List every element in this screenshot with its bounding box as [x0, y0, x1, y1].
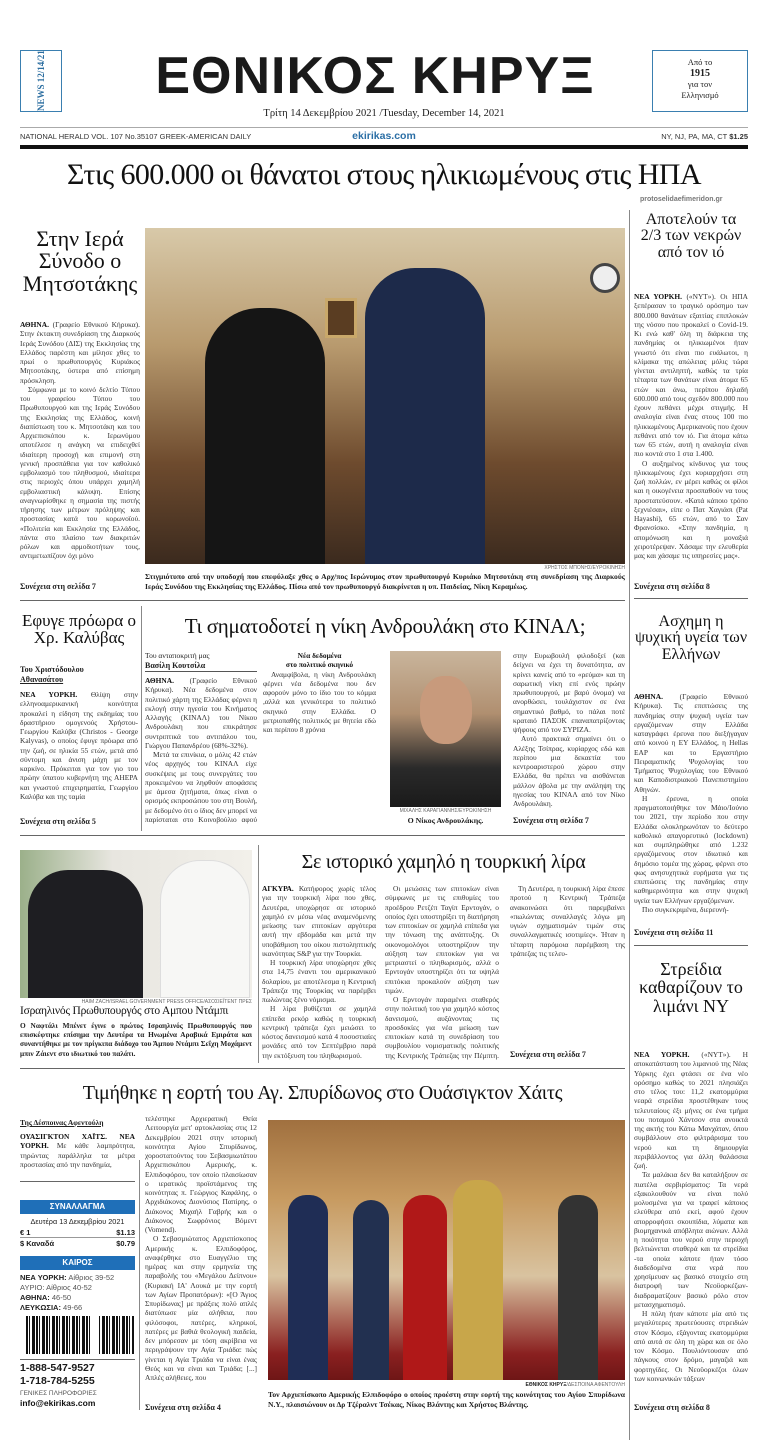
watermark: protoselidaefimeridon.gr — [640, 196, 723, 203]
exchange-row: € 1 $1.13 — [20, 1228, 135, 1237]
kinal-body-col2: Νέα δεδομένα στο πολιτικό σκηνικό Αναμφίβολα, η νίκη Ανδρουλάκη φέρνει νέα δεδομένα που δεν αφορούν μόνο το ίδιο του το κόμμα ,αλλά και γενικότερα το πολιτικό σκηνικό στην Ελλάδα. Ο μετριοπαθής πολιτικός με θητεία εδώ και περίπου 8 χρόνια — [263, 651, 376, 734]
divider — [20, 600, 625, 601]
israel-caption: Ο Ναφτάλι Μπένετ έγινε ο πρώτος Ισραηλινός Πρωθυπουργός που επισκέφτηκε επίσημα την Δευτέρα τα Ηνωμένα Αραβικά Εμιράτα και συναντήθηκε με τον πρίγκιπα διάδοχο του Άμπου Ντάμπι Σεΐχη Μοχάμεντ μπιν Ζάιεντ στο ιδιωτικό του παλάτι. — [20, 1021, 252, 1058]
kinal-body-col4: στην Ευρωβουλή φιλοδοξεί (και δείχνει να έχει τη δυνατότητα, αν κρίνει κανείς από το «ρεύμα» και τη σαρωτική νίκη επί ενός πρώην πρωθυπουργού, με βαρύ όνομα) να ανορθώσει, τουλάχιστον σε ένα σημαντικό βαθμό, το πάλαι ποτέ κραταιό ΠΑΣΟΚ επαναπατρίζοντας ψήφους από τον ΣΥΡΙΖΑ. Αυτό πρακτικά σημαίνει ότι ο Αλέξης Τσίπρας, κυρίαρχος εδώ και περίπου μια δεκαετία του κεντροαριστερού χώρου στην Ελλάδα, θα πρέπει να αισθάνεται μάλλον άβολα με την ανάληψη της ηγεσίας του ΚΙΝΑΛ από τον Νίκο Ανδρουλάκη. — [513, 651, 625, 808]
icon-painting — [325, 298, 357, 338]
androulakis-photo — [390, 651, 501, 807]
priest-figure — [403, 1195, 447, 1380]
newspaper-logo: ΕΘΝΙΚΟΣ ΚΗΡΥΞ — [155, 47, 595, 105]
mental-health-headline: Ασχημη η ψυχική υγεία των Ελλήνων — [634, 613, 748, 663]
contact-email[interactable]: info@ekirikas.com — [20, 1398, 96, 1408]
covid-continued-link[interactable]: Συνέχεια στη σελίδα 8 — [634, 582, 710, 591]
israel-photo-credit: HAIM ZACH/ISRAEL GOVERNMENT PRESS OFFICE/ΑΣΟΣΙΕΪΤΕΝΤ ΠΡΕΣ — [81, 999, 252, 1005]
main-headline: Στις 600.000 οι θάνατοι στους ηλικιωμένους στις ΗΠΑ — [67, 158, 701, 191]
androulakis-photo-credit: ΜΙΧΑΛΗΣ ΚΑΡΑΓΙΑΝΝΗΣ/ΕΥΡΩΚΙΝΗΣΗ — [399, 808, 492, 814]
weather-row: ΛΕΥΚΩΣΙΑ: 49-66 — [20, 1303, 83, 1312]
kalyvas-body: ΝΕΑ ΥΟΡΚΗ. Θλίψη στην ελληνοαμερικανική κοινότητα προκαλεί η είδηση της εκδημίας του δραστήριου ομογενούς Χρήστου-Γεωργίου Καλύβα (Christos - George Kalyvas), ο οποίος έφυγε πρόωρα από την ζωή, σε ηλικία 55 ετών, μετά από σύντομη και άνιση μάχη με τον καρκίνο. Πρόκειται για τον γιο του πρώην ύπατου κυβερνήτη της ΑΗΕΡΑ και γνωστού επιχειρηματία, Γεωργίου Καλύβα και της ταμία — [20, 690, 138, 801]
barcode-gap — [92, 1316, 98, 1354]
bennett-uae-photo — [20, 850, 252, 998]
since-1915-box: Από το 1915 για τον Ελληνισμό — [652, 50, 748, 112]
website-link[interactable]: ekirikas.com — [352, 130, 416, 142]
spyridon-body-intro: ΟΥΑΣΙΓΚΤΟΝ ΧΑΪΤΣ. ΝΕΑ ΥΟΡΚΗ. Με κάθε λαμπρότητα, τηρώντας παράλληλα τα μέτρα προστασίας από την πανδημία, — [20, 1132, 135, 1169]
divider — [20, 127, 748, 128]
spyridon-photo — [268, 1120, 625, 1380]
divider — [20, 1359, 135, 1360]
kinal-continued-link[interactable]: Συνέχεια στη σελίδα 7 — [513, 816, 589, 825]
sheikh-figure — [160, 860, 250, 998]
contact-phone: 1-718-784-5255 — [20, 1375, 95, 1387]
kalyvas-headline: Εφυγε πρόωρα ο Χρ. Καλύβας — [21, 611, 137, 648]
covid-body: ΝΕΑ ΥΟΡΚΗ. («NYT»). Οι ΗΠΑ ξεπέρασαν το τραγικό ορόσημο των 800.000 θανάτων εξαιτίας επιπλοκών της νόσου που προκαλεί ο Covid-19. Κι ενώ καθ' όλη τη διάρκεια της πανδημίας οι ηλικιωμένοι ήταν γνωστό ότι είναι πιο ευάλωτοι, η κλίμακα της απώλειας μόλις τώρα γίνεται αντιληπτή, καθώς τα τρία τέταρτα των θανάτων είναι άτομα 65 ετών και άνω, περίπου δηλαδή 600.000 από τους σχεδόν 800.000 που έχουν πεθάνει μέχρι στιγμής. Η αναλογία είναι ένας στους 100 πιο ηλικιωμένους Αμερικανούς που έχουν πεθάνει από τον ιό. Για άτομα κάτω των 65 ετών, αυτή η αναλογία είναι πιο κοντά στο 1 στα 1.400. Ο αυξημένος κίνδυνος για τους ηλικιωμένους έχει κυριαρχήσει στη ζωή πολλών, εν μέρει καθώς οι φίλοι και η οικογένεια προσπαθούν να τους προστατεύσουν. «Κατά κάποιο τρόπο ξεχνιέσαι», είπε ο Πατ Χαγιάσι (Pat Hayashi), 65 ετών, από το Σαν Φρανσίσκο. «Στην πανδημία, η απομόνωση και η μοναξιά χειροτέρεψαν. Χάσαμε την ελευθερία μας και χάσαμε τις υπηρεσίες μας». — [634, 292, 748, 560]
oysters-headline: Στρείδια καθαρίζουν το λιμάνι ΝΥ — [639, 959, 743, 1016]
archbishop-figure — [205, 308, 325, 564]
spyridon-body: τελέστηκε Αρχιερατική Θεία Λειτουργία μετ' αρτοκλασίας στις 12 Δεκεμβρίου 2021 στην ιστορική κοινότητα Αγίου Σπυρίδωνος, χοροστατούντος του Σεβασμιωτάτου Αρχιεπισκόπου Αμερικής, κ. Ελπιδοφόρου, τον οποίο πλαισίωσαν ο ιερατικός προϊστάμενος της κοινότητας π. Γεώργιος Καφάλης, ο Αρχιδιάκονος Διονύσιος Παπίρης, ο Διάκονος Μιχαήλ Γαβρής και ο Διάκονος Σωφρόνιος Βόμεντ (Vomend). Ο Σεβασμιώτατος Αρχιεπίσκοπος Αμερικής κ. Ελπιδοφόρος, αναφέρθηκε στο Ευαγγέλιο της ημέρας και στην ερμηνεία της παραβολής του «Μεγάλου Δείπνου» (Κυριακή ΙΑ' Λουκά με την εορτή των Αγίων Προπατόρων): «[Ο Άγιος Σπυρίδωνας] με πράξεις πολύ απλές διατύπωσε μία αλήθεια, που φιλόσοφοι, πατέρες, κληρικοί, πατέρες με βαθιά θεολογική παιδεία, δεν μπόρεσαν με τόση ακρίβεια να περιγράψουν την Αγία Τριάδα: πώς γίνεται η Αγία Τριάδα να είναι ένας Θεός και να είναι και Τριάδα; [...] Απλές αλήθειες, που — [145, 1114, 257, 1382]
lira-continued-link[interactable]: Συνέχεια στη σελίδα 7 — [510, 1050, 586, 1059]
spyridon-photo-credit: ΕΘΝΙΚΟΣ ΚΗΡΥΞ/ΔΕΣΠΟΙΝΑ ΑΦΕΝΤΟΥΛΗ — [525, 1382, 625, 1388]
issue-date: Τρίτη 14 Δεκεμβρίου 2021 /Tuesday, December 14, 2021 — [263, 108, 505, 119]
weather-header: ΚΑΙΡΟΣ — [20, 1256, 135, 1270]
synod-photo-credit: ΧΡΗΣΤΟΣ ΜΠΟΝΗΣ/ΕΥΡΟΚΙΝΗΣΗ — [544, 565, 625, 571]
exchange-date: Δευτέρα 13 Δεκεμβρίου 2021 — [30, 1217, 125, 1226]
divider — [634, 598, 748, 599]
synod-photo-caption: Στιγμιότυπο από την υποδοχή που επεφύλαξε χθες ο Αρχ/πος Ιερώνυμος στον πρωθυπουργό Κυριάκο Μητσοτάκη στη συνεδρίαση της Διαρκούς Ιεράς Συνόδου της Εκκλησίας της Ελλάδος. Πίσω από τον πρωθυπουργό διακρίνεται η υπ. Παιδείας, Νίκη Κεραμέως. — [145, 572, 625, 591]
column-divider — [139, 1160, 140, 1410]
person-figure — [558, 1195, 598, 1380]
barcode — [26, 1316, 134, 1354]
pm-figure — [365, 268, 485, 564]
synod-continued-link[interactable]: Συνέχεια στη σελίδα 7 — [20, 582, 96, 591]
divider — [634, 945, 748, 946]
person-figure — [353, 1200, 389, 1380]
israel-headline: Ισραηλινός Πρωθυπουργός στο Αμπου Ντάμπι — [20, 1005, 229, 1017]
oysters-body: ΝΕΑ ΥΟΡΚΗ. («NYT»). Η αποκατάσταση του λιμανιού της Νέας Υόρκης έχει φτάσει σε ένα νέο ορόσημο καθώς το 2021 πλησιάζει στο τέλος του: 11,2 εκατομμύρια νεαρά στρείδια προστέθηκαν τους τελευταίους έξι μήνες σε ένα τμήμα του ποταμού Χάντσον στα ανοικτά της ακτής του Κάτω Μανχάταν, όπου συμβάλλουν στο φιλτράρισμα του νερού και τη δημιουργία περιβάλλοντος για άλλη θαλάσσια ζωή. Τα μαλάκια δεν θα καταλήξουν σε πιατέλα σερβιρίσματος: Τα νερά εξακολουθούν να είναι πολύ μολυσμένα για να τραφεί κάποιος ελεύθερα από εκεί, αφού έχουν απορροφήσει σκουπίδια, λύματα και βιομηχανικά απόβλητα αιώνων. Αλλά η ποιότητα του νερού στην περιοχή βελτιώνεται σταθερά και τα στρείδια -τα οποία κάποτε ήταν τόσο διαδεδομένα στα νερά που χρησίμευαν ως βασικό στοιχείο στη διατροφή των Νεοϋορκέζων- διαδραματίζουν βασικό ρόλο στον μετασχηματισμό. Η πόλη ήταν κάποτε μία από τις μεγαλύτερες πρωτεύουσες στρειδιών στον Κόσμο, εξάγοντας εκατομμύρια από αυτά σε όλη τη χώρα και σε όλο τον Κόσμο. Πουλιόντουσαν από πάγκους στον δρόμο, μαγαζιά και φορτηγίδες. Οι Νεοϋορκέζοι όλων των κοινωνικών τάξεων — [634, 1050, 748, 1383]
archbishop-figure — [453, 1180, 503, 1380]
thick-divider — [20, 145, 748, 149]
lira-body-col3: Τη Δευτέρα, η τουρκική λίρα έπεσε προτού η Κεντρική Τράπεζα ανακοινώσει ότι παρεμβαίνει «πωλώντας συναλλαγές λόγω μη υγιών σχηματισμών τιμών στις συναλλαγματικές ισοτιμίες». Ήταν η τέταρτη παρόμοια παρέμβαση της τράπεζας τις τελευ- — [510, 884, 625, 958]
divider — [20, 1068, 625, 1069]
oysters-continued-link[interactable]: Συνέχεια στη σελίδα 8 — [634, 1403, 710, 1412]
contact-label: ΓΕΝΙΚΕΣ ΠΛΗΡΟΦΟΡΙΕΣ — [20, 1390, 97, 1397]
kinal-byline: Του ανταποκριτή μας Βασίλη Κουτσίλα — [145, 651, 257, 672]
price-info: NY, NJ, PA, MA, CT $1.25 — [661, 132, 748, 141]
mental-health-body: ΑΘΗΝΑ. (Γραφείο Εθνικού Κήρυκα). Τις επιπτώσεις της πανδημίας στην ψυχική υγεία των εργαζόμενων στην Ελλάδα καταγράφει έρευνα που διεξήγαγαν από κοινού η ΕΥ Ελλάδος, η Hellas EAP και το Εργαστήριο Πειραματικής Ψυχολογίας του Τμήματος Ψυχολογίας του Εθνικού και Καποδιστριακού Πανεπιστημίου Αθηνών. Η έρευνα, η οποία πραγματοποιήθηκε τον Μάιο/Ιούνιο του 2021, την περίοδο που στην Ελλάδα ολοκληρωνόταν το δεύτερο καθολικό απαγορευτικό (lockdown) και συμπληρώθηκε από 1.232 εργαζόμενους στον ιδιωτικό και δημόσιο τομέα της χώρας, φέρνει στο φως ανησυχητικά ευρήματα για τις επιπτώσεις της πανδημίας στην καθημερινότητα και στην ψυχική υγεία των Ελλήνων εργαζόμενων. Πιο συγκεκριμένα, διερευνή- — [634, 692, 748, 914]
spyridon-photo-caption: Τον Αρχιεπίσκοπο Αμερικής Ελπιδοφόρο ο οποίος προέστη στην εορτή της κοινότητας του Αγίου Σπυρίδωνα Ν.Υ., πλαισιώνουν οι Δρ Τζέραλντ Τσέκας, Νίκος Βλάντης και Χρήστος Βλάντης. — [268, 1390, 625, 1409]
face-shape — [420, 676, 472, 744]
weather-row: ΑΘΗΝΑ: 46-50 — [20, 1293, 72, 1302]
news-date-badge: NEWS 12/14/21 — [20, 50, 62, 112]
spyridon-continued-link[interactable]: Συνέχεια στη σελίδα 4 — [145, 1403, 221, 1412]
synod-body: ΑΘΗΝΑ. (Γραφείο Εθνικού Κήρυκα). Στην έκτακτη συνεδρίαση της Διαρκούς Ιεράς Συνόδου (ΔΙΣ) της Εκκλησίας της Ελλάδος παρέστη και μίλησε χθες το πρωί ο πρωθυπουργός Κυριάκος Μητσοτάκης, ύστερα από επίσημη πρόσκληση. Σύμφωνα με το κοινό δελτίο Τύπου του γραφείου Τύπου του Πρωθυπουργού και της Ιεράς Συνόδου της Εκκλησίας της Ελλάδος, κοινή διαπίστωση του κ. Μητσοτάκη και του Αρχιεπισκόπου κ. Ιερωνύμου αποτέλεσε η ανάγκη να επιδειχθεί ιδιαίτερη προσοχή και επιμονή στη γενική προσπάθεια για τον καθολικό εμβολιασμό του πληθυσμού, ιδιαίτερα στις περιοχές όπου υπάρχει χαμηλή εμβολιαστική κάλυψη. Επίσης αναγνωρίσθηκε η σημασία της πιστής τήρησης των μέτρων πρόληψης και προστασίας κατά του κορωνοϊού. «Πολιτεία και Εκκλησία της Ελλάδος, πάντα στο πλαίσιο των διακριτών ρόλων και αρμοδιοτήτων τους, αντιμετωπίζουν όχι μόνο — [20, 320, 140, 561]
bennett-figure — [28, 870, 143, 998]
column-divider — [629, 210, 630, 1440]
lira-headline: Σε ιστορικό χαμηλό η τουρκική λίρα — [301, 851, 586, 873]
divider — [20, 1181, 135, 1182]
mental-health-continued-link[interactable]: Συνέχεια στη σελίδα 11 — [634, 928, 714, 937]
spyridon-byline: Της Δέσποινας Αφεντούλη — [20, 1118, 104, 1127]
synod-headline: Στην Ιερά Σύνοδο ο Μητσοτάκης — [22, 226, 138, 296]
weather-row: ΑΥΡΙΟ: Αίθριος 40-52 — [20, 1283, 92, 1292]
lira-body-col2: Οι μειώσεις των επιτοκίων είναι σύμφωνες με τις επιθυμίες του προέδρου Ρετζέπ Ταγίπ Ερντογάν, ο οποίος έχει υποστηρίξει τη διατήρηση των επιτοκίων σε χαμηλά επίπεδα για την τόνωση της ανάπτυξης. Οι οικονομολόγοι υποστηρίζουν την αύξηση των επιτοκίων για να μετριαστεί ο πληθωρισμός, αλλά ο Ερντογάν υποστηρίζει ότι τα υψηλά επιτόκια προκαλούν αύξηση των τιμών. Ο Ερντογάν παραμένει σταθερός στην πολιτική του για χαμηλό κόστος δανεισμού, αυξάνοντας τις προσδοκίες για νέα μείωση των επιτοκίων κατά τη συνεδρίαση του συμβουλίου νομισματικής πολιτικής της Κεντρικής Τράπεζας την Πέμπτη. — [385, 884, 499, 1060]
androulakis-photo-caption: Ο Νίκος Ανδρουλάκης. — [407, 816, 484, 825]
volume-info: NATIONAL HERALD VOL. 107 No.35107 GREEK-AMERICAN DAILY — [20, 132, 252, 141]
spyridon-headline: Τιμήθηκε η εορτή του Αγ. Σπυρίδωνος στο Ουάσιγκτον Χάιτς — [82, 1082, 563, 1104]
person-figure — [288, 1195, 328, 1380]
kinal-headline: Τι σηματοδοτεί η νίκη Ανδρουλάκη στο ΚΙΝΑΛ; — [184, 614, 586, 638]
divider — [20, 835, 625, 836]
weather-row: ΝΕΑ ΥΟΡΚΗ: Αίθριος 39-52 — [20, 1273, 115, 1282]
exchange-row: $ Καναδά $0.79 — [20, 1239, 135, 1248]
contact-phone: 1-888-547-9527 — [20, 1362, 95, 1374]
kalyvas-continued-link[interactable]: Συνέχεια στη σελίδα 5 — [20, 817, 96, 826]
weather-list — [20, 1273, 138, 1313]
wall-clock — [590, 263, 620, 293]
column-divider — [141, 606, 142, 831]
kinal-body-col1: ΑΘΗΝΑ. (Γραφείο Εθνικού Κήρυκα). Νέα δεδομένα στον πολιτικό χάρτη της Ελλάδας φέρνει η εκλογή στην ηγεσία του Κινήματος Αλλαγής (ΚΙΝΑΛ) του Νίκου Ανδρουλάκη που επικράτησε συντριπτικά του αντιπάλου του, Γιώργου Παπανδρέου (68%-32%). Μετά τα επινίκια, ο μόλις 42 ετών νέος αρχηγός του ΚΙΝΑΛ είχε συσκέψεις με τους συνεργάτες του προκειμένου να ληφθούν αποφάσεις με άμεσα ζητήματα, όπως είναι ο ορισμός εκπροσώπου του στη Βουλή, με δεδομένο ότι ο ίδιος δεν μπορεί να παρίσταται στο Κοινοβούλιο αφού — [145, 676, 257, 824]
column-divider — [258, 845, 259, 1063]
synod-photo — [145, 228, 625, 564]
covid-headline: Αποτελούν τα 2/3 των νεκρών από τον ιό — [640, 211, 742, 261]
kalyvas-byline: Του Χριστόδουλου Αθανασάτου — [20, 665, 84, 684]
exchange-header: ΣΥΝΑΛΛΑΓΜΑ — [20, 1200, 135, 1214]
lira-body-col1: ΑΓΚΥΡΑ. Κατήφορος χωρίς τέλος για την τουρκική λίρα που χθες, Δευτέρα, υποχώρησε σε ιστορικό χαμηλό εν μέσω νέας αναμενόμενης μείωσης των επιτοκίων αργότερα αυτή την εβδομάδα και μετά την υποβάθμιση του οίκου πιστοληπτικής ικανότητας S&P για την Τουρκία. Η τουρκική λίρα υποχώρησε χθες στα 14,75 έναντι του αμερικανικού δολαρίου, με αποτέλεσμα η Κεντρική Τράπεζα της Τουρκίας να παρέμβει πωλώντας ξένο νόμισμα. Η λίρα βυθίζεται σε χαμηλά επίπεδα ρεκόρ καθώς η τουρκική κεντρική τράπεζα έχει μειώσει το κόστος δανεισμού κατά 4 ποσοστιαίες μονάδες από τον Σεπτέμβριο παρά την εκτόξευση του πληθωρισμού. — [262, 884, 376, 1060]
